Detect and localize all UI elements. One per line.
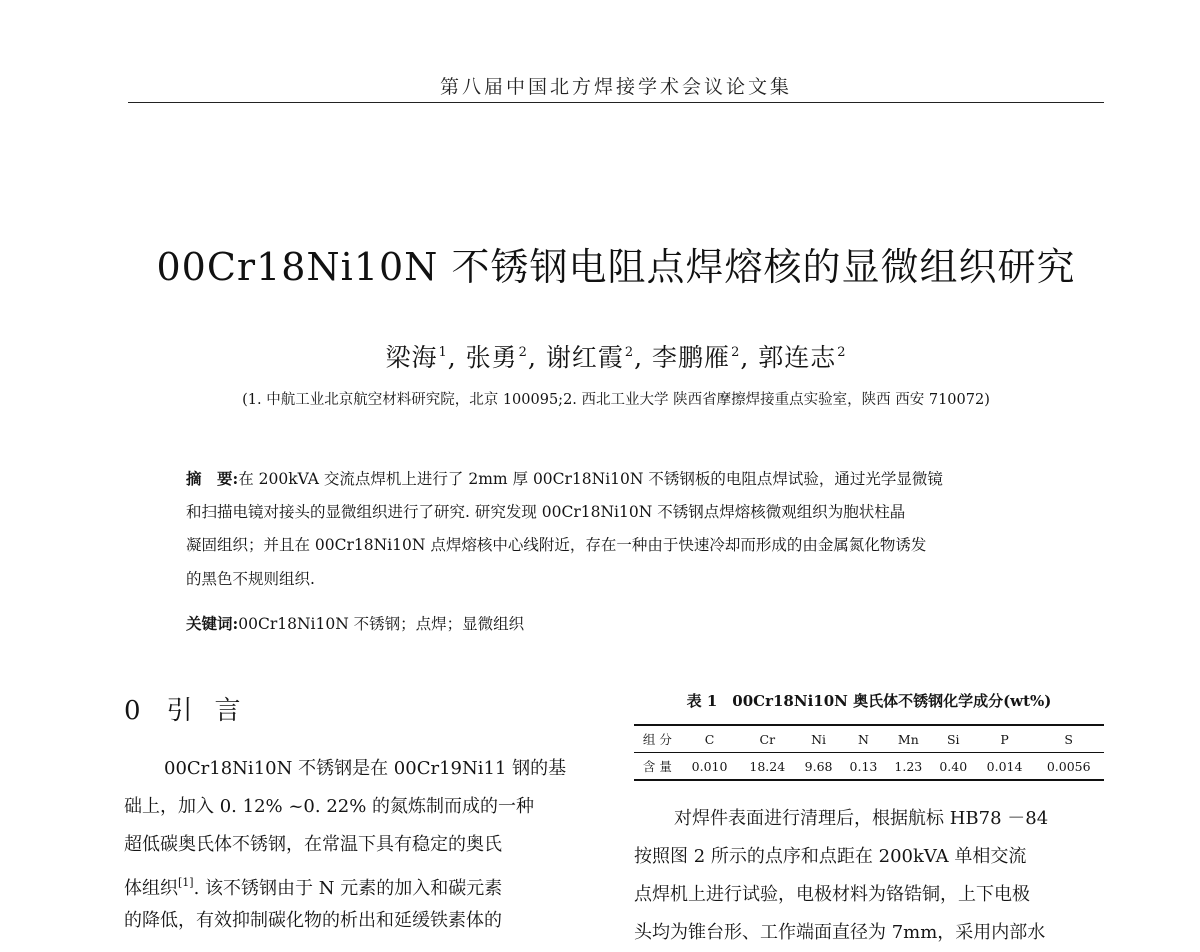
- body-line: 超低碳奥氏体不锈钢，在常温下具有稳定的奥氏: [124, 834, 502, 855]
- abstract-line: 和扫描电镜对接头的显微组织进行了研究. 研究发现 00Cr18Ni10N 不锈钢点焊熔核微观组织为胞状柱晶: [186, 502, 906, 521]
- table-row: [634, 753, 1104, 781]
- table-cell: 0.014: [986, 758, 1023, 774]
- author-affil-mark: 2: [518, 345, 528, 360]
- section-heading: [124, 690, 263, 727]
- author-name: 张勇: [465, 343, 518, 372]
- author-affil-mark: 1: [438, 345, 448, 360]
- body-line: 00Cr18Ni10N 不锈钢是在 00Cr19Ni11 钢的基: [164, 758, 567, 779]
- table-cell: 含 量: [642, 759, 672, 774]
- abstract-text: 在 200kVA 交流点焊机上进行了 2mm 厚 00Cr18Ni10N 不锈钢板的电阻点焊试验，通过光学显微镜: [238, 470, 943, 488]
- table-cell: 0.13: [849, 758, 878, 774]
- author-affil-mark: 2: [731, 345, 741, 360]
- table-cell: 1.23: [894, 758, 923, 774]
- table-cell: 18.24: [749, 758, 786, 774]
- header-rule: [128, 102, 1104, 103]
- author-affil-mark: 2: [837, 345, 847, 360]
- table-header-cell: Mn: [886, 725, 931, 753]
- abstract-line: [186, 462, 1056, 496]
- body-text: 体组织: [124, 878, 178, 899]
- table-header-cell: S: [1033, 725, 1104, 753]
- section-title: 引言: [166, 696, 263, 726]
- author-separator: ,: [740, 343, 750, 372]
- abstract-line: 凝固组织；并且在 00Cr18Ni10N 点焊熔核中心线附近，存在一种由于快速冷却而形成的由金属氮化物诱发: [186, 536, 927, 554]
- body-text-left: [124, 750, 610, 940]
- keywords-label: 关键词:: [186, 614, 239, 633]
- keywords-text: 00Cr18Ni10N 不锈钢；点焊；显微组织: [238, 615, 525, 633]
- body-line: 头均为锥台形、工作端面直径为 7mm，采用内部水: [634, 922, 1046, 943]
- body-line: 础上，加入 0. 12% ~0. 22% 的氮炼制而成的一种: [124, 796, 535, 817]
- section-number: 0: [124, 696, 141, 726]
- author-separator: ,: [447, 343, 457, 372]
- body-line: 按照图 2 所示的点序和点距在 200kVA 单相交流: [634, 846, 1027, 867]
- keywords: [186, 612, 524, 634]
- body-line: 点焊机上进行试验，电极材料为铬锆铜，上下电极: [634, 884, 1030, 905]
- abstract-label: 摘 要:: [186, 469, 239, 488]
- body-line: 的降低，有效抑制碳化物的析出和延缓铁素体的: [124, 910, 502, 931]
- author-name: 李鹏雁: [652, 343, 731, 372]
- table-header-cell: Cr: [738, 725, 796, 753]
- body-text: . 该不锈钢由于 N 元素的加入和碳元素: [193, 878, 503, 899]
- table-header-cell: Si: [931, 725, 976, 753]
- citation-marker[interactable]: [1]: [178, 876, 194, 889]
- author-name: 梁海: [385, 343, 438, 372]
- table-cell: 0.40: [939, 758, 968, 774]
- abstract-line: 的黑色不规则组织.: [186, 569, 315, 588]
- paper-title: 00Cr18Ni10N 不锈钢电阻点焊熔核的显微组织研究: [156, 245, 1076, 289]
- running-header: 第八届中国北方焊接学术会议论文集: [439, 76, 792, 98]
- table-header-cell: 组 分: [634, 725, 681, 753]
- table-header-cell: Ni: [796, 725, 841, 753]
- affiliation: (1. 中航工业北京航空材料研究院，北京 100095;2. 西北工业大学 陕西省摩擦焊接重点实验室，陕西 西安 710072): [242, 392, 990, 408]
- composition-table: [634, 724, 1104, 781]
- table-cell: 0.010: [691, 758, 728, 774]
- table-header-row: [634, 725, 1104, 753]
- author-list: [100, 338, 1132, 374]
- author-name: 谢红霞: [545, 343, 624, 372]
- table-cell: 9.68: [804, 758, 833, 774]
- body-text-right: [634, 800, 1104, 952]
- author-separator: ,: [527, 343, 537, 372]
- author-affil-mark: 2: [624, 345, 635, 360]
- table-caption: 表 1 00Cr18Ni10N 奥氏体不锈钢化学成分(wt%): [686, 692, 1052, 710]
- table-header-cell: P: [976, 725, 1034, 753]
- body-line: 对焊件表面进行清理后，根据航标 HB78 －84: [674, 808, 1049, 829]
- abstract: [186, 462, 1056, 596]
- author-separator: ,: [634, 343, 644, 372]
- table-cell: 0.0056: [1046, 758, 1091, 774]
- table-header-cell: N: [841, 725, 886, 753]
- body-line: [124, 864, 610, 902]
- author-name: 郭连志: [758, 343, 837, 372]
- table-header-cell: C: [681, 725, 739, 753]
